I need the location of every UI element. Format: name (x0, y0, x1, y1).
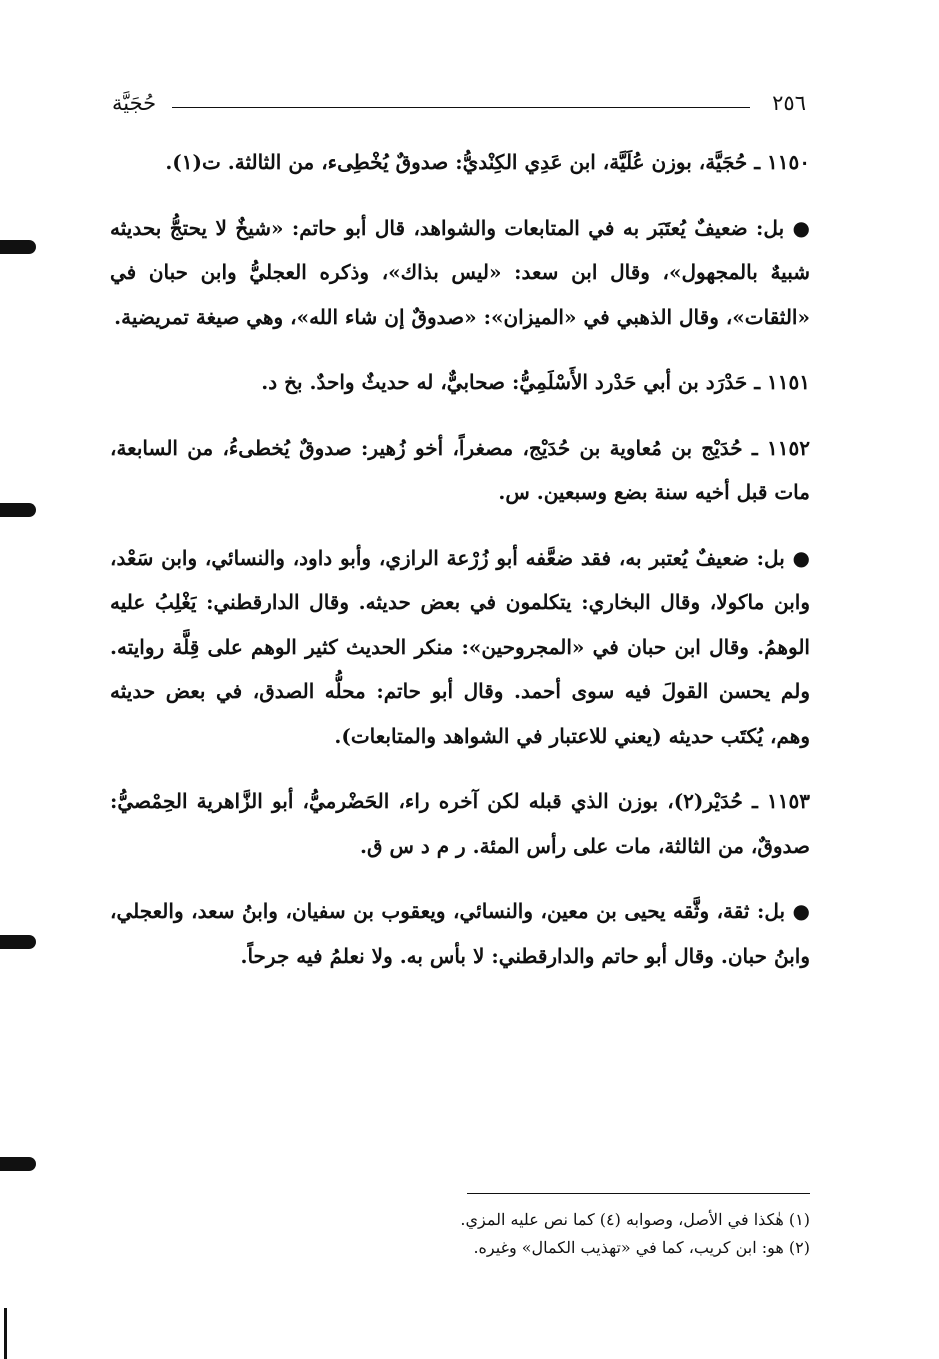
entry-1151: ١١٥١ ـ حَدْرَد بن أبي حَدْرد الأَسْلَمِيُّ: صحابيٌّ، له حديثٌ واحدٌ. بخ د. (261, 370, 810, 394)
body-text (110, 140, 810, 999)
binding-mark (0, 935, 36, 949)
binding-mark (0, 240, 36, 254)
page-edge-line (4, 1308, 7, 1359)
entry-1150: ١١٥٠ ـ حُجَيَّة، بوزن عُلَيَّة، ابن عَدِي الكِنْديُّ: صدوقٌ يُخْطِىء، من الثالثة. ت(١). (165, 150, 810, 174)
entry-1152: ١١٥٢ ـ حُدَيْج بن مُعاوية بن حُدَيْج، مصغراً، أخو زُهير: صدوقٌ يُخطىءُ، من السابعة، مات قبل أخيه سنة بضع وسبعين. س. (110, 435, 810, 504)
header-rule (172, 107, 750, 108)
entry-1153: ١١٥٣ ـ حُدَيْر(٢)، بوزن الذي قبله لكن آخره راء، الحَضْرميُّ، أبو الزَّاهرية الحِمْصيُّ: صدوقٌ، من الثالثة، مات على رأس المئة. ر م د س ق. (110, 789, 810, 858)
comment-1152: ● بل: ضعيفٌ يُعتبر به، فقد ضعَّفه أبو زُرْعة الرازي، وأبو داود، والنسائي، وابن سَعْد، وابن ماكولا، وقال البخاري: يتكلمون في بعض حديثه. وقال الدارقطني: يَغْلِبُ عليه الوهمُ. وقال ابن حبان في «المجروحين»: منكر الحديث كثير الوهم على قِلَّة روايته. ولم يحسن القولَ فيه سوى أحمد. وقال أبو حاتم: محلُّه الصدق، في بعض حديثه وهم، يُكتَب حديثه (يعني للاعتبار في الشواهد والمتابعات). (110, 545, 810, 748)
page-header (112, 88, 806, 122)
comment-1153: ● بل: ثقة، وثَّقه يحيى بن معين، والنسائي، ويعقوب بن سفيان، وابنُ سعد، والعجلي، وابنُ حبان. وقال أبو حاتم والدارقطني: لا بأس به. ولا نعلمُ فيه جرحاً. (110, 899, 810, 968)
binding-mark (0, 1157, 36, 1171)
comment-1150: ● بل: ضعيفٌ يُعتَبَر به في المتابعات والشواهد، قال أبو حاتم: «شيخٌ لا يحتجُّ بحديثه شبيهٌ بالمجهول»، وقال ابن سعد: «ليس بذاك»، وذكره العجليُّ وابن حبان في «الثقات»، وقال الذهبي في «الميزان»: «صدوقٌ إن شاء الله»، وهي صيغة تمريضية. (110, 215, 810, 329)
footnote-rule (467, 1193, 810, 1194)
footnotes (110, 1193, 810, 1262)
page-number: ٢٥٦ (772, 91, 806, 115)
footnote-2: (٢) هو: ابن كريب، كما في «تهذيب الكمال» وغيره. (473, 1238, 810, 1257)
binding-mark (0, 503, 36, 517)
running-head: حُجَيَّة (112, 91, 157, 115)
footnote-1: (١) هٰكذا في الأصل، وصوابه (٤) كما نص عليه المزي. (460, 1210, 810, 1229)
